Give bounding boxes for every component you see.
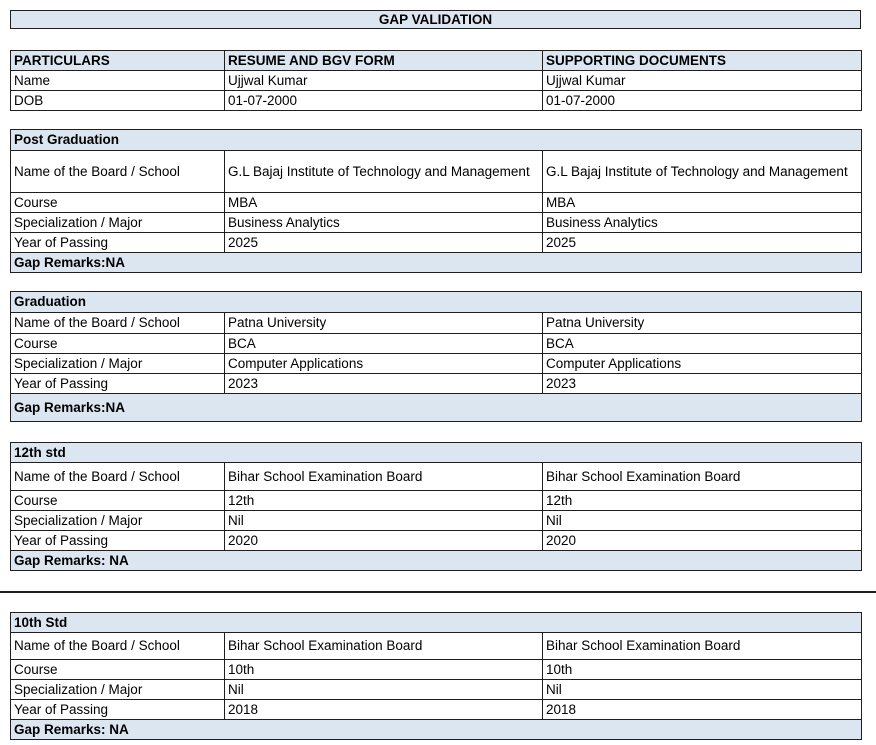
gap-remarks: Gap Remarks:NA [11, 394, 862, 422]
row-label: Name of the Board / School [11, 633, 225, 660]
resume-value: Patna University [225, 313, 543, 334]
table-row [11, 354, 862, 374]
document-value: 10th [543, 660, 862, 680]
resume-value: Nil [225, 511, 543, 531]
gap-remarks: Gap Remarks: NA [11, 551, 862, 571]
resume-value: BCA [225, 334, 543, 354]
row-label: Name of the Board / School [11, 151, 225, 193]
row-label: Specialization / Major [11, 213, 225, 233]
gap-remarks-row [11, 253, 862, 273]
resume-value: 01-07-2000 [225, 91, 543, 111]
document-value: Nil [543, 511, 862, 531]
resume-value: Business Analytics [225, 213, 543, 233]
document-value: Business Analytics [543, 213, 862, 233]
resume-value: MBA [225, 193, 543, 213]
resume-value: G.L Bajaj Institute of Technology and Management [225, 151, 543, 193]
resume-value: 12th [225, 491, 543, 511]
table-row [11, 511, 862, 531]
resume-value: 10th [225, 660, 543, 680]
document-value: 2023 [543, 374, 862, 394]
row-label: Year of Passing [11, 374, 225, 394]
document-value: Bihar School Examination Board [543, 633, 862, 660]
table-row [11, 633, 862, 660]
resume-value: Nil [225, 680, 543, 700]
table-row [11, 313, 862, 334]
document-value: Ujjwal Kumar [543, 71, 862, 91]
row-label: Year of Passing [11, 233, 225, 253]
resume-value: Bihar School Examination Board [225, 463, 543, 491]
table-row [11, 334, 862, 354]
section-heading-row [11, 443, 862, 463]
table-row [11, 660, 862, 680]
section-heading: 12th std [11, 443, 862, 463]
document-value: 12th [543, 491, 862, 511]
document-value: MBA [543, 193, 862, 213]
header-particulars: PARTICULARS [11, 51, 225, 71]
table-row [11, 151, 862, 193]
tenth-std-table [10, 612, 862, 740]
row-label: Course [11, 334, 225, 354]
gap-remarks-row [11, 551, 862, 571]
page-title: GAP VALIDATION [10, 10, 861, 29]
section-heading-row [11, 613, 862, 633]
row-label: Course [11, 660, 225, 680]
gap-remarks-row [11, 394, 862, 422]
resume-value: Computer Applications [225, 354, 543, 374]
document-value: 01-07-2000 [543, 91, 862, 111]
document-value: 2018 [543, 700, 862, 720]
gap-remarks: Gap Remarks:NA [11, 253, 862, 273]
section-heading: Post Graduation [11, 130, 862, 151]
resume-value: 2023 [225, 374, 543, 394]
resume-value: 2025 [225, 233, 543, 253]
header-resume: RESUME AND BGV FORM [225, 51, 543, 71]
table-row [11, 91, 862, 111]
document-value: Nil [543, 680, 862, 700]
header-row [11, 51, 862, 71]
document-value: G.L Bajaj Institute of Technology and Management [543, 151, 862, 193]
page-separator [0, 591, 876, 593]
row-label: Name of the Board / School [11, 313, 225, 334]
gap-remarks: Gap Remarks: NA [11, 720, 862, 740]
table-row [11, 71, 862, 91]
post-graduation-table [10, 129, 862, 273]
row-label: Specialization / Major [11, 354, 225, 374]
row-label: DOB [11, 91, 225, 111]
section-heading-row [11, 130, 862, 151]
document-value: Computer Applications [543, 354, 862, 374]
resume-value: 2018 [225, 700, 543, 720]
table-row [11, 680, 862, 700]
table-row [11, 491, 862, 511]
document-value: BCA [543, 334, 862, 354]
section-heading: 10th Std [11, 613, 862, 633]
gap-remarks-row [11, 720, 862, 740]
row-label: Specialization / Major [11, 511, 225, 531]
table-row [11, 700, 862, 720]
document-value: 2025 [543, 233, 862, 253]
header-documents: SUPPORTING DOCUMENTS [543, 51, 862, 71]
row-label: Course [11, 193, 225, 213]
table-row [11, 463, 862, 491]
row-label: Year of Passing [11, 531, 225, 551]
table-row [11, 374, 862, 394]
resume-value: 2020 [225, 531, 543, 551]
resume-value: Bihar School Examination Board [225, 633, 543, 660]
row-label: Course [11, 491, 225, 511]
table-row [11, 233, 862, 253]
row-label: Year of Passing [11, 700, 225, 720]
row-label: Specialization / Major [11, 680, 225, 700]
twelfth-std-table [10, 442, 862, 571]
section-heading: Graduation [11, 292, 862, 313]
document-value: Patna University [543, 313, 862, 334]
resume-value: Ujjwal Kumar [225, 71, 543, 91]
document-value: 2020 [543, 531, 862, 551]
personal-details-table [10, 50, 862, 111]
table-row [11, 213, 862, 233]
table-row [11, 531, 862, 551]
section-heading-row [11, 292, 862, 313]
row-label: Name [11, 71, 225, 91]
document-value: Bihar School Examination Board [543, 463, 862, 491]
graduation-table [10, 291, 862, 422]
table-row [11, 193, 862, 213]
row-label: Name of the Board / School [11, 463, 225, 491]
